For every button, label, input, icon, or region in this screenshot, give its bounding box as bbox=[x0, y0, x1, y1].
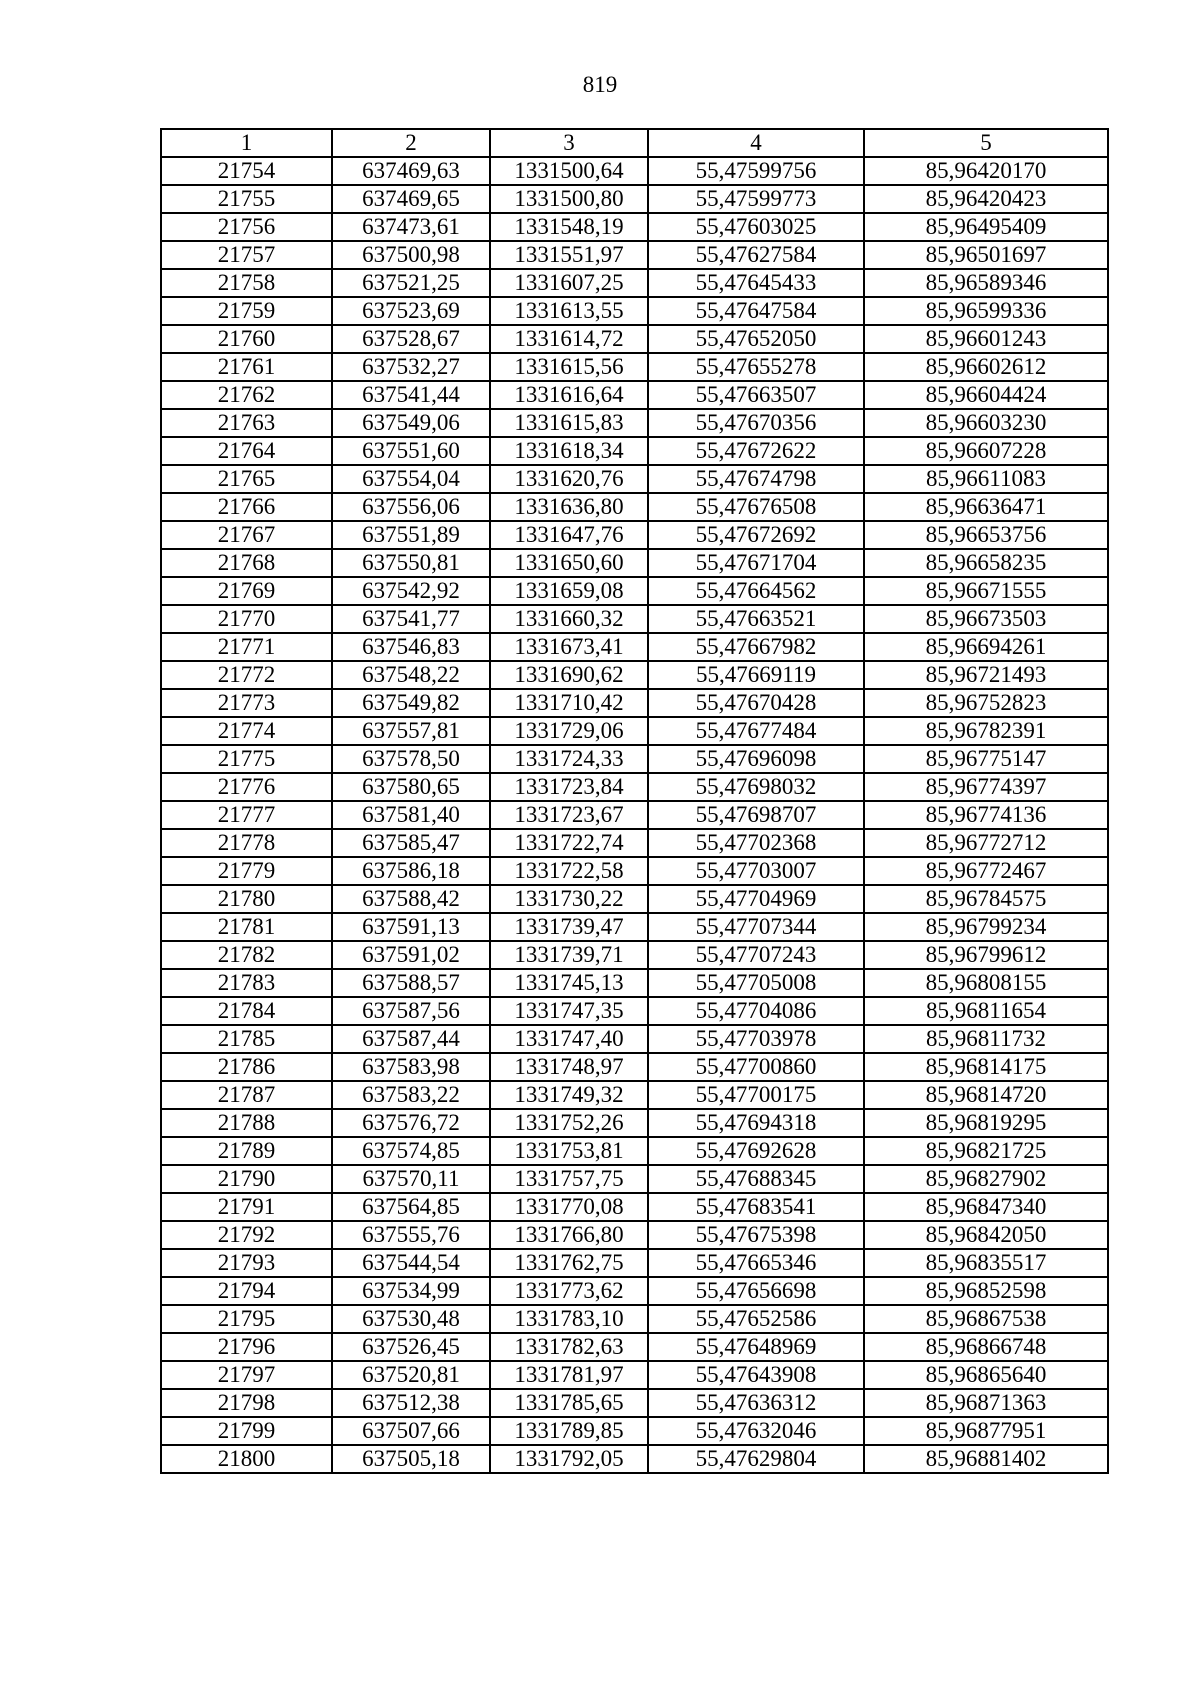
table-cell-col-2: 637512,38 bbox=[332, 1389, 490, 1417]
table-cell-col-4: 55,47694318 bbox=[648, 1109, 864, 1137]
table-cell-col-5: 85,96811732 bbox=[864, 1025, 1108, 1053]
table-cell-col-3: 1331650,60 bbox=[490, 549, 648, 577]
table-cell-col-1: 21785 bbox=[161, 1025, 332, 1053]
header-cell-col-4: 4 bbox=[648, 129, 864, 157]
table-cell-col-5: 85,96603230 bbox=[864, 409, 1108, 437]
table-cell-col-2: 637583,98 bbox=[332, 1053, 490, 1081]
table-cell-col-4: 55,47683541 bbox=[648, 1193, 864, 1221]
table-cell-col-1: 21770 bbox=[161, 605, 332, 633]
table-cell-col-1: 21800 bbox=[161, 1445, 332, 1473]
table-cell-col-3: 1331757,75 bbox=[490, 1165, 648, 1193]
table-row bbox=[161, 1193, 1108, 1221]
table-row bbox=[161, 829, 1108, 857]
table-cell-col-5: 85,96599336 bbox=[864, 297, 1108, 325]
table-cell-col-5: 85,96799612 bbox=[864, 941, 1108, 969]
table-cell-col-1: 21769 bbox=[161, 577, 332, 605]
table-cell-col-5: 85,96602612 bbox=[864, 353, 1108, 381]
table-cell-col-5: 85,96821725 bbox=[864, 1137, 1108, 1165]
table-cell-col-1: 21786 bbox=[161, 1053, 332, 1081]
table-cell-col-1: 21757 bbox=[161, 241, 332, 269]
table-cell-col-4: 55,47672622 bbox=[648, 437, 864, 465]
table-row bbox=[161, 717, 1108, 745]
table-cell-col-1: 21762 bbox=[161, 381, 332, 409]
table-cell-col-3: 1331762,75 bbox=[490, 1249, 648, 1277]
table-cell-col-3: 1331615,56 bbox=[490, 353, 648, 381]
table-cell-col-3: 1331747,40 bbox=[490, 1025, 648, 1053]
table-cell-col-2: 637549,82 bbox=[332, 689, 490, 717]
table-cell-col-2: 637534,99 bbox=[332, 1277, 490, 1305]
table-cell-col-5: 85,96653756 bbox=[864, 521, 1108, 549]
table-cell-col-2: 637530,48 bbox=[332, 1305, 490, 1333]
table-cell-col-2: 637541,77 bbox=[332, 605, 490, 633]
table-cell-col-3: 1331614,72 bbox=[490, 325, 648, 353]
table-cell-col-4: 55,47665346 bbox=[648, 1249, 864, 1277]
table-cell-col-2: 637588,42 bbox=[332, 885, 490, 913]
table-row bbox=[161, 857, 1108, 885]
table-cell-col-5: 85,96601243 bbox=[864, 325, 1108, 353]
table-cell-col-3: 1331500,80 bbox=[490, 185, 648, 213]
table-cell-col-4: 55,47698032 bbox=[648, 773, 864, 801]
table-cell-col-3: 1331551,97 bbox=[490, 241, 648, 269]
table-cell-col-1: 21776 bbox=[161, 773, 332, 801]
table-cell-col-3: 1331690,62 bbox=[490, 661, 648, 689]
table-cell-col-1: 21783 bbox=[161, 969, 332, 997]
table-cell-col-5: 85,96835517 bbox=[864, 1249, 1108, 1277]
table-cell-col-2: 637550,81 bbox=[332, 549, 490, 577]
table-cell-col-5: 85,96871363 bbox=[864, 1389, 1108, 1417]
table-cell-col-2: 637500,98 bbox=[332, 241, 490, 269]
table-cell-col-5: 85,96877951 bbox=[864, 1417, 1108, 1445]
table-cell-col-5: 85,96881402 bbox=[864, 1445, 1108, 1473]
table-cell-col-2: 637549,06 bbox=[332, 409, 490, 437]
table-cell-col-4: 55,47667982 bbox=[648, 633, 864, 661]
table-row bbox=[161, 941, 1108, 969]
table-cell-col-2: 637469,65 bbox=[332, 185, 490, 213]
table-row bbox=[161, 801, 1108, 829]
table-row bbox=[161, 521, 1108, 549]
table-cell-col-4: 55,47674798 bbox=[648, 465, 864, 493]
table-cell-col-3: 1331781,97 bbox=[490, 1361, 648, 1389]
table-cell-col-2: 637570,11 bbox=[332, 1165, 490, 1193]
table-cell-col-3: 1331500,64 bbox=[490, 157, 648, 185]
table-cell-col-1: 21777 bbox=[161, 801, 332, 829]
table-header bbox=[161, 129, 1108, 157]
table-cell-col-2: 637507,66 bbox=[332, 1417, 490, 1445]
table-cell-col-5: 85,96589346 bbox=[864, 269, 1108, 297]
table-cell-col-5: 85,96774397 bbox=[864, 773, 1108, 801]
table-cell-col-5: 85,96420423 bbox=[864, 185, 1108, 213]
table-cell-col-5: 85,96420170 bbox=[864, 157, 1108, 185]
table-cell-col-5: 85,96604424 bbox=[864, 381, 1108, 409]
table-cell-col-3: 1331729,06 bbox=[490, 717, 648, 745]
table-cell-col-1: 21793 bbox=[161, 1249, 332, 1277]
table-cell-col-1: 21771 bbox=[161, 633, 332, 661]
header-cell-col-3: 3 bbox=[490, 129, 648, 157]
table-cell-col-5: 85,96721493 bbox=[864, 661, 1108, 689]
table-cell-col-4: 55,47645433 bbox=[648, 269, 864, 297]
table-row bbox=[161, 353, 1108, 381]
table-row bbox=[161, 465, 1108, 493]
table-cell-col-1: 21798 bbox=[161, 1389, 332, 1417]
table-cell-col-2: 637586,18 bbox=[332, 857, 490, 885]
table-cell-col-4: 55,47700175 bbox=[648, 1081, 864, 1109]
table-cell-col-4: 55,47671704 bbox=[648, 549, 864, 577]
table-body bbox=[161, 157, 1108, 1473]
table-cell-col-2: 637532,27 bbox=[332, 353, 490, 381]
table-cell-col-1: 21799 bbox=[161, 1417, 332, 1445]
table-cell-col-3: 1331785,65 bbox=[490, 1389, 648, 1417]
table-cell-col-5: 85,96867538 bbox=[864, 1305, 1108, 1333]
table-row bbox=[161, 997, 1108, 1025]
table-row bbox=[161, 185, 1108, 213]
table-cell-col-1: 21768 bbox=[161, 549, 332, 577]
table-cell-col-4: 55,47652050 bbox=[648, 325, 864, 353]
table-cell-col-2: 637469,63 bbox=[332, 157, 490, 185]
table-cell-col-5: 85,96808155 bbox=[864, 969, 1108, 997]
table-cell-col-2: 637564,85 bbox=[332, 1193, 490, 1221]
table-row bbox=[161, 1249, 1108, 1277]
table-cell-col-5: 85,96658235 bbox=[864, 549, 1108, 577]
table-cell-col-1: 21767 bbox=[161, 521, 332, 549]
table-cell-col-5: 85,96774136 bbox=[864, 801, 1108, 829]
table-cell-col-2: 637580,65 bbox=[332, 773, 490, 801]
table-cell-col-1: 21754 bbox=[161, 157, 332, 185]
table-cell-col-2: 637587,44 bbox=[332, 1025, 490, 1053]
table-cell-col-3: 1331722,58 bbox=[490, 857, 648, 885]
table-cell-col-3: 1331616,64 bbox=[490, 381, 648, 409]
table-cell-col-3: 1331782,63 bbox=[490, 1333, 648, 1361]
coordinates-table bbox=[160, 128, 1109, 1474]
table-cell-col-4: 55,47704086 bbox=[648, 997, 864, 1025]
table-cell-col-3: 1331723,67 bbox=[490, 801, 648, 829]
table-cell-col-4: 55,47696098 bbox=[648, 745, 864, 773]
table-row bbox=[161, 969, 1108, 997]
table-cell-col-3: 1331739,47 bbox=[490, 913, 648, 941]
table-cell-col-5: 85,96495409 bbox=[864, 213, 1108, 241]
table-cell-col-2: 637585,47 bbox=[332, 829, 490, 857]
table-cell-col-1: 21765 bbox=[161, 465, 332, 493]
table-cell-col-3: 1331724,33 bbox=[490, 745, 648, 773]
table-cell-col-1: 21787 bbox=[161, 1081, 332, 1109]
table-cell-col-1: 21759 bbox=[161, 297, 332, 325]
table-row bbox=[161, 1333, 1108, 1361]
table-row bbox=[161, 1137, 1108, 1165]
table-cell-col-4: 55,47703978 bbox=[648, 1025, 864, 1053]
table-cell-col-4: 55,47688345 bbox=[648, 1165, 864, 1193]
table-row bbox=[161, 381, 1108, 409]
table-cell-col-3: 1331620,76 bbox=[490, 465, 648, 493]
table-cell-col-5: 85,96694261 bbox=[864, 633, 1108, 661]
table-cell-col-5: 85,96775147 bbox=[864, 745, 1108, 773]
table-cell-col-1: 21763 bbox=[161, 409, 332, 437]
table-cell-col-5: 85,96811654 bbox=[864, 997, 1108, 1025]
table-cell-col-3: 1331607,25 bbox=[490, 269, 648, 297]
table-row bbox=[161, 661, 1108, 689]
table-cell-col-4: 55,47648969 bbox=[648, 1333, 864, 1361]
table-cell-col-3: 1331766,80 bbox=[490, 1221, 648, 1249]
table-cell-col-1: 21782 bbox=[161, 941, 332, 969]
table-row bbox=[161, 549, 1108, 577]
table-cell-col-1: 21775 bbox=[161, 745, 332, 773]
table-cell-col-5: 85,96842050 bbox=[864, 1221, 1108, 1249]
table-cell-col-3: 1331739,71 bbox=[490, 941, 648, 969]
table-cell-col-1: 21761 bbox=[161, 353, 332, 381]
table-cell-col-1: 21788 bbox=[161, 1109, 332, 1137]
table-cell-col-4: 55,47663521 bbox=[648, 605, 864, 633]
table-cell-col-4: 55,47705008 bbox=[648, 969, 864, 997]
table-cell-col-4: 55,47599756 bbox=[648, 157, 864, 185]
table-cell-col-4: 55,47698707 bbox=[648, 801, 864, 829]
table-cell-col-2: 637473,61 bbox=[332, 213, 490, 241]
table-cell-col-2: 637554,04 bbox=[332, 465, 490, 493]
table-cell-col-3: 1331752,26 bbox=[490, 1109, 648, 1137]
table-row bbox=[161, 745, 1108, 773]
table-cell-col-4: 55,47643908 bbox=[648, 1361, 864, 1389]
table-cell-col-4: 55,47655278 bbox=[648, 353, 864, 381]
table-cell-col-4: 55,47700860 bbox=[648, 1053, 864, 1081]
table-cell-col-2: 637546,83 bbox=[332, 633, 490, 661]
table-cell-col-3: 1331747,35 bbox=[490, 997, 648, 1025]
table-row bbox=[161, 1361, 1108, 1389]
table-cell-col-2: 637526,45 bbox=[332, 1333, 490, 1361]
table-cell-col-1: 21784 bbox=[161, 997, 332, 1025]
table-row bbox=[161, 409, 1108, 437]
table-row bbox=[161, 493, 1108, 521]
table-cell-col-5: 85,96607228 bbox=[864, 437, 1108, 465]
table-row bbox=[161, 885, 1108, 913]
table-cell-col-4: 55,47677484 bbox=[648, 717, 864, 745]
table-row bbox=[161, 773, 1108, 801]
table-cell-col-1: 21772 bbox=[161, 661, 332, 689]
table-row bbox=[161, 297, 1108, 325]
table-cell-col-1: 21774 bbox=[161, 717, 332, 745]
table-row bbox=[161, 689, 1108, 717]
table-row bbox=[161, 1305, 1108, 1333]
table-cell-col-1: 21790 bbox=[161, 1165, 332, 1193]
table-cell-col-1: 21760 bbox=[161, 325, 332, 353]
table-cell-col-4: 55,47670356 bbox=[648, 409, 864, 437]
table-cell-col-4: 55,47599773 bbox=[648, 185, 864, 213]
table-cell-col-4: 55,47692628 bbox=[648, 1137, 864, 1165]
table-cell-col-2: 637521,25 bbox=[332, 269, 490, 297]
table-row bbox=[161, 1221, 1108, 1249]
table-cell-col-1: 21773 bbox=[161, 689, 332, 717]
header-cell-col-5: 5 bbox=[864, 129, 1108, 157]
table-cell-col-1: 21755 bbox=[161, 185, 332, 213]
table-cell-col-3: 1331730,22 bbox=[490, 885, 648, 913]
table-cell-col-5: 85,96772712 bbox=[864, 829, 1108, 857]
table-cell-col-4: 55,47675398 bbox=[648, 1221, 864, 1249]
table-cell-col-4: 55,47707344 bbox=[648, 913, 864, 941]
table-cell-col-5: 85,96814720 bbox=[864, 1081, 1108, 1109]
table-cell-col-1: 21791 bbox=[161, 1193, 332, 1221]
table-row bbox=[161, 913, 1108, 941]
table-cell-col-2: 637591,02 bbox=[332, 941, 490, 969]
table-cell-col-1: 21794 bbox=[161, 1277, 332, 1305]
table-row bbox=[161, 157, 1108, 185]
table-cell-col-2: 637591,13 bbox=[332, 913, 490, 941]
table-cell-col-3: 1331749,32 bbox=[490, 1081, 648, 1109]
table-cell-col-4: 55,47670428 bbox=[648, 689, 864, 717]
table-row bbox=[161, 1081, 1108, 1109]
table-row bbox=[161, 1109, 1108, 1137]
table-cell-col-1: 21779 bbox=[161, 857, 332, 885]
table-cell-col-5: 85,96784575 bbox=[864, 885, 1108, 913]
table-cell-col-2: 637574,85 bbox=[332, 1137, 490, 1165]
table-cell-col-3: 1331710,42 bbox=[490, 689, 648, 717]
table-cell-col-5: 85,96799234 bbox=[864, 913, 1108, 941]
table-cell-col-5: 85,96852598 bbox=[864, 1277, 1108, 1305]
table-cell-col-4: 55,47636312 bbox=[648, 1389, 864, 1417]
table-row bbox=[161, 1165, 1108, 1193]
table-row bbox=[161, 577, 1108, 605]
table-cell-col-5: 85,96671555 bbox=[864, 577, 1108, 605]
table-row bbox=[161, 605, 1108, 633]
table-cell-col-1: 21789 bbox=[161, 1137, 332, 1165]
table-cell-col-1: 21778 bbox=[161, 829, 332, 857]
table-cell-col-2: 637587,56 bbox=[332, 997, 490, 1025]
page-number: 819 bbox=[582, 72, 618, 97]
header-cell-col-1: 1 bbox=[161, 129, 332, 157]
table-cell-col-3: 1331753,81 bbox=[490, 1137, 648, 1165]
table-cell-col-2: 637505,18 bbox=[332, 1445, 490, 1473]
table-cell-col-4: 55,47703007 bbox=[648, 857, 864, 885]
table-row bbox=[161, 633, 1108, 661]
table-cell-col-3: 1331659,08 bbox=[490, 577, 648, 605]
table-row bbox=[161, 325, 1108, 353]
table-cell-col-5: 85,96865640 bbox=[864, 1361, 1108, 1389]
table-cell-col-2: 637544,54 bbox=[332, 1249, 490, 1277]
table-cell-col-4: 55,47669119 bbox=[648, 661, 864, 689]
table-cell-col-5: 85,96611083 bbox=[864, 465, 1108, 493]
table-cell-col-1: 21764 bbox=[161, 437, 332, 465]
table-cell-col-2: 637556,06 bbox=[332, 493, 490, 521]
table-cell-col-2: 637583,22 bbox=[332, 1081, 490, 1109]
table-cell-col-5: 85,96752823 bbox=[864, 689, 1108, 717]
table-cell-col-3: 1331773,62 bbox=[490, 1277, 648, 1305]
table-cell-col-1: 21758 bbox=[161, 269, 332, 297]
table-row bbox=[161, 1445, 1108, 1473]
table-cell-col-3: 1331548,19 bbox=[490, 213, 648, 241]
table-cell-col-1: 21792 bbox=[161, 1221, 332, 1249]
table-cell-col-4: 55,47632046 bbox=[648, 1417, 864, 1445]
table-cell-col-1: 21795 bbox=[161, 1305, 332, 1333]
table-row bbox=[161, 269, 1108, 297]
header-row bbox=[161, 129, 1108, 157]
table-cell-col-4: 55,47702368 bbox=[648, 829, 864, 857]
table-cell-col-3: 1331722,74 bbox=[490, 829, 648, 857]
table-cell-col-2: 637588,57 bbox=[332, 969, 490, 997]
table-cell-col-3: 1331660,32 bbox=[490, 605, 648, 633]
table-cell-col-5: 85,96819295 bbox=[864, 1109, 1108, 1137]
table-cell-col-3: 1331770,08 bbox=[490, 1193, 648, 1221]
table-cell-col-2: 637581,40 bbox=[332, 801, 490, 829]
table-cell-col-2: 637542,92 bbox=[332, 577, 490, 605]
table-cell-col-4: 55,47603025 bbox=[648, 213, 864, 241]
table-cell-col-3: 1331723,84 bbox=[490, 773, 648, 801]
table-cell-col-5: 85,96636471 bbox=[864, 493, 1108, 521]
table-cell-col-1: 21766 bbox=[161, 493, 332, 521]
table-cell-col-2: 637520,81 bbox=[332, 1361, 490, 1389]
table-cell-col-4: 55,47704969 bbox=[648, 885, 864, 913]
table-cell-col-5: 85,96501697 bbox=[864, 241, 1108, 269]
table-cell-col-2: 637578,50 bbox=[332, 745, 490, 773]
table-cell-col-1: 21756 bbox=[161, 213, 332, 241]
table-row bbox=[161, 1389, 1108, 1417]
table-cell-col-4: 55,47656698 bbox=[648, 1277, 864, 1305]
table-row bbox=[161, 1277, 1108, 1305]
table-row bbox=[161, 241, 1108, 269]
table-cell-col-5: 85,96673503 bbox=[864, 605, 1108, 633]
table-cell-col-3: 1331748,97 bbox=[490, 1053, 648, 1081]
table-cell-col-5: 85,96782391 bbox=[864, 717, 1108, 745]
table-row bbox=[161, 1417, 1108, 1445]
table-cell-col-2: 637528,67 bbox=[332, 325, 490, 353]
table-row bbox=[161, 437, 1108, 465]
table-row bbox=[161, 213, 1108, 241]
table-cell-col-2: 637548,22 bbox=[332, 661, 490, 689]
table-row bbox=[161, 1053, 1108, 1081]
table-cell-col-4: 55,47629804 bbox=[648, 1445, 864, 1473]
table-cell-col-3: 1331745,13 bbox=[490, 969, 648, 997]
table-cell-col-4: 55,47664562 bbox=[648, 577, 864, 605]
table-cell-col-2: 637555,76 bbox=[332, 1221, 490, 1249]
table-cell-col-1: 21781 bbox=[161, 913, 332, 941]
table-cell-col-5: 85,96847340 bbox=[864, 1193, 1108, 1221]
table-row bbox=[161, 1025, 1108, 1053]
table-cell-col-4: 55,47707243 bbox=[648, 941, 864, 969]
table-cell-col-3: 1331636,80 bbox=[490, 493, 648, 521]
table-cell-col-3: 1331618,34 bbox=[490, 437, 648, 465]
table-cell-col-2: 637541,44 bbox=[332, 381, 490, 409]
table-cell-col-5: 85,96814175 bbox=[864, 1053, 1108, 1081]
table-cell-col-3: 1331783,10 bbox=[490, 1305, 648, 1333]
table-cell-col-4: 55,47676508 bbox=[648, 493, 864, 521]
table-cell-col-1: 21796 bbox=[161, 1333, 332, 1361]
table-cell-col-2: 637551,60 bbox=[332, 437, 490, 465]
table-cell-col-4: 55,47672692 bbox=[648, 521, 864, 549]
table-cell-col-5: 85,96772467 bbox=[864, 857, 1108, 885]
table-cell-col-2: 637576,72 bbox=[332, 1109, 490, 1137]
header-cell-col-2: 2 bbox=[332, 129, 490, 157]
table-cell-col-2: 637551,89 bbox=[332, 521, 490, 549]
table-cell-col-4: 55,47647584 bbox=[648, 297, 864, 325]
table-cell-col-1: 21797 bbox=[161, 1361, 332, 1389]
table-cell-col-5: 85,96866748 bbox=[864, 1333, 1108, 1361]
table-cell-col-2: 637523,69 bbox=[332, 297, 490, 325]
table-cell-col-3: 1331647,76 bbox=[490, 521, 648, 549]
table-cell-col-3: 1331615,83 bbox=[490, 409, 648, 437]
table-cell-col-2: 637557,81 bbox=[332, 717, 490, 745]
table-cell-col-5: 85,96827902 bbox=[864, 1165, 1108, 1193]
table-cell-col-3: 1331673,41 bbox=[490, 633, 648, 661]
table-cell-col-4: 55,47663507 bbox=[648, 381, 864, 409]
table-cell-col-3: 1331792,05 bbox=[490, 1445, 648, 1473]
table-cell-col-3: 1331613,55 bbox=[490, 297, 648, 325]
table-cell-col-3: 1331789,85 bbox=[490, 1417, 648, 1445]
table-cell-col-4: 55,47652586 bbox=[648, 1305, 864, 1333]
table-cell-col-4: 55,47627584 bbox=[648, 241, 864, 269]
table-cell-col-1: 21780 bbox=[161, 885, 332, 913]
